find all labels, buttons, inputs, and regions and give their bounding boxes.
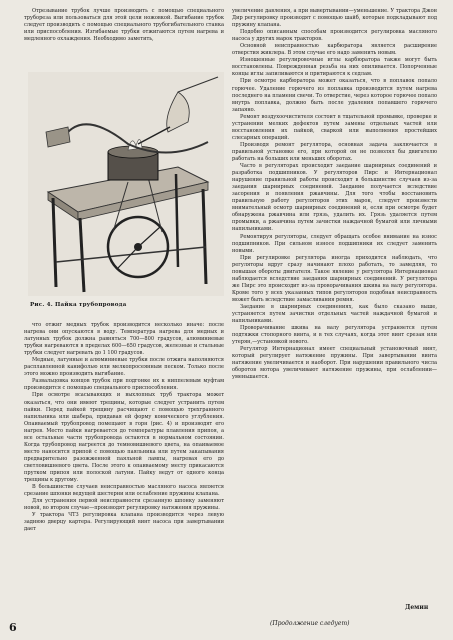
paragraph: Отрезывание трубок лучше производить с помощью специального трубореза или пользоваться для этой цели ножовкой. Выгибание трубок следует производить с помощью специального трубогибательного станка или приспособления. Изгибаемые трубки отжигаются путем нагрева и медленного охлаждения. Необходимо заметить, [24,8,224,43]
right-column [232,8,437,381]
paragraph: Развальцовка концов трубок при подгонке их к ниппелевым муфтам производится с помощью специального приспособления. [24,378,224,392]
paragraph: Ремонт воздухоочистителя состоит в тщательной промывке, проверке и устранении мелких дефектов путем замены отдельных частей или восстановления их пайкой, сваркой или выполнения простейших слесарных операций. [232,113,437,141]
paragraph: Изношенные регулировочные иглы карбюратора также могут быть восстановлены. Поврежденная резьба на них опиливается. Попорченные концы иглы запиливаются и притираются к седлам. [232,57,437,78]
paragraph: В большинстве случаев неисправностью масляного насоса является срезание шпонки ведущей шестерни или ослабление пружины клапана. [24,484,224,498]
paragraph: При осмотре всасывающих и выхлопных труб трактора может оказаться, что они имеют трещины, которые следует устранить путем пайки. Перед пайкой трещину расчищают с помощью трехгранного напильника или шабера, придавая ей форму конического углубления. Опаиваемый трубопровод помещают в горн (рис. 4) и производят его нагрев. Место пайки нагревается до температуры плавления припоя, а все остальные части трубопровода остаются в нормальном состоянии. Когда трубопровод нагреется до темновишневого цвета, на опаиваемое место наносится припой с помощью паяльника или путем закапывания предварительно разожженной паяльной лампы, нагревая его до светловишневого цвета. После этого к опаиваемому месту прикасаются прутком припоя или полоской латуни. Пайку ведут от одного конца трещины к другому. [24,392,224,484]
paragraph: Производя ремонт регулятора, основная задача заключается в правильной установке его, при которой он не позволял бы двигателю работать на больших или меньших оборотах. [232,141,437,162]
paragraph: При осмотре карбюратора может оказаться, что в поплавок попало горючее. Удаление горючего из поплавка производится путем нагрева последнего на пламени свечи. То отверстие, через которое горючее попало внутрь поплавка, должно быть после удаления попавшего горючего запаяно. [232,78,437,113]
paragraph: Медные, латунные и алюминиевые трубки после отжига наполняются расплавленной канифолью или мелкопросеянным песком. Только после этого можно производить выгибание. [24,357,224,378]
paragraph: Для устранения первой неисправности срезанную шпонку заменяют новой, во втором случае—производят регулировку натяжения пружины. [24,498,224,512]
continued-note: (Продолжение следует) [270,620,350,627]
paragraph: У трактора ЧТЗ регулировка клапана производится через левую заднюю дверцу картера. Регулирующий винт насоса при завертывании дает [24,512,224,533]
figure-pipe-soldering-illustration [28,72,224,296]
paragraph: Подобно описанным способам производится регулировка масляного насоса у других марок тракторов. [232,29,437,43]
paragraph: Заедание в шарнирных соединениях, как было сказано выше, устраняется путем зачистки отдельных частей наждачной бумагой и напильниками. [232,303,437,325]
left-column-top [24,8,224,43]
paragraph: Проворачивание шкива на валу регулятора устраняется путем подтяжки стопорного винта, и в тех случаях, когда этот винт срезан или утерян,—установкой нового. [232,325,437,346]
paragraph: что отжиг медных трубок производится несколько иначе: после нагрева они опускаются в воду. Температура нагрева для медных и латунных трубок должна равняться 700—800 градусов, алюминиевые трубки нагреваются в пределах 600—650 градусов, железные и стальные трубки следует нагревать до 1 100 градусов. [24,322,224,357]
paragraph: увеличение давления, а при вывертывании—уменьшение. У трактора Джон Дир регулировку производят с помощью шайб, которые подкладывают под пружину клапана. [232,8,437,29]
paragraph: При регулировке регулятора иногда приходится наблюдать, что регуляторы вдруг сразу начинают плохо работать, то замедляя, то повышая обороты двигателя. Такое явление у регулятора Интернационал наблюдается вследствие заедания шарнирных соединений. У регулятора же Пирс это происходит из-за проворачивания шкива на валу регулятора. Кроме того у всех указанных типов регуляторов подобная неисправность может быть вследствие замасливания ремня. [232,254,437,303]
paragraph: Регулятор Интернационал имеет специальный установочный винт, который регулирует натяжение пружины. При завертывании винта натяжение увеличивается и наоборот. При нарушении правильного числа оборотов мотора увеличивают натяжение пружины, при ослаблении—уменьшается. [232,346,437,381]
paragraph: Основной неисправностью карбюратора является расширение отверстия жиклера. В этом случае его надо заменить новым. [232,43,437,57]
page-number: 6 [9,621,17,634]
paragraph: Ремонтируя регуляторы, следует обращать особое внимание на износ подшипников. При сильном износе подшипники их следует заменить новыми. [232,233,437,254]
left-column-bottom [24,322,224,533]
author-signature: Демин [405,604,429,611]
paragraph: Часто в регуляторах происходит заедание шарнирных соединений и разработка подшипников. У регуляторов Пирс и Интернационал нарушение правильной работы происходит в большинстве случаев из-за заедания шарнирных соединений. Заедание получается вследствие засорения и появления ржавчины. Для того чтобы восстановить правильную работу регуляторов этих марок, следует произвести внимательный осмотр шарнирных соединений и, если при осмотре будет обнаружена ржавчина или грязь, удалить их. Грязь удаляется путем промывки, а ржавчина путем зачистки наждачной бумагой или личными напильниками. [232,163,437,233]
figure-caption: Рис. 4. Пайка трубопровода [30,302,127,308]
